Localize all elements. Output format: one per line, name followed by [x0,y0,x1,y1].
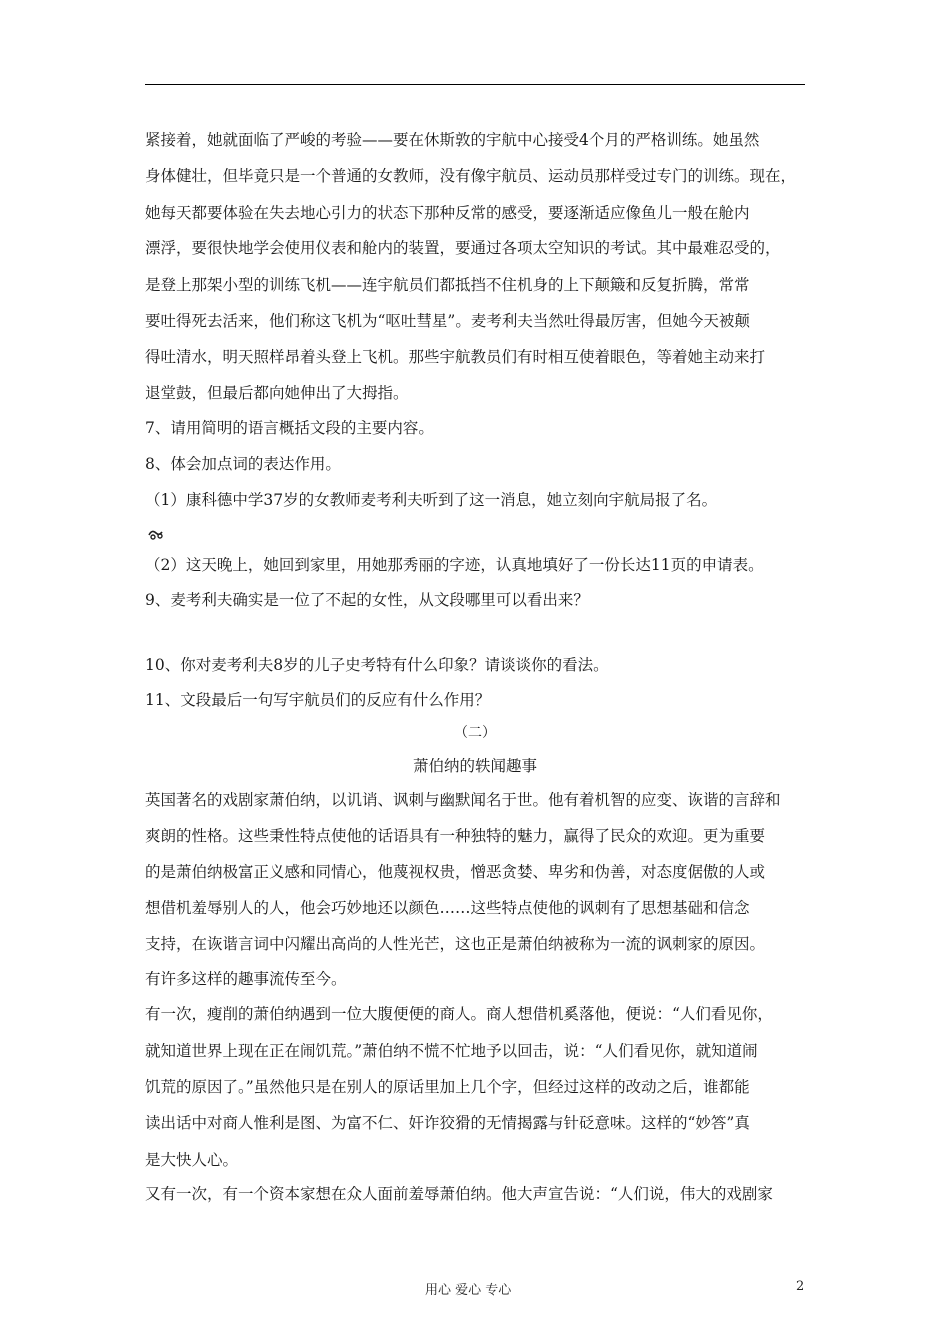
paragraph-line: 有一次，瘦削的萧伯纳遇到一位大腹便便的商人。商人想借机奚落他，便说：“人们看见你， [145,1005,773,1023]
paragraph-line: 她每天都要体验在失去地心引力的状态下那种反常的感受，要逐渐适应像鱼儿一般在舱内 [145,204,750,222]
header-rule [145,84,805,85]
paragraph-line: 是登上那架小型的训练飞机——连宇航员们都抵挡不住机身的上下颠簸和反复折腾，常常 [145,276,750,294]
paragraph-line: 英国著名的戏剧家萧伯纳，以讥诮、讽刺与幽默闻名于世。他有着机智的应变、诙谐的言辞和 [145,791,781,809]
question-8: 8、体会加点词的表达作用。 [145,455,341,473]
decorative-mark-icon [147,527,165,545]
paragraph-line: 得吐清水，明天照样昂着头登上飞机。那些宇航教员们有时相互使着眼色，等着她主动来打 [145,348,766,366]
paragraph-line: 紧接着，她就面临了严峻的考验——要在休斯敦的宇航中心接受4个月的严格训练。她虽然 [145,131,760,149]
question-8-item-2: （2）这天晚上，她回到家里，用她那秀丽的字迹，认真地填好了一份长达11页的申请表。 [145,556,764,574]
paragraph-line: 要吐得死去活来，他们称这飞机为“呕吐彗星”。麦考利夫当然吐得最厉害，但她今天被颠 [145,312,750,330]
footer-motto: 用心 爱心 专心 [425,1283,512,1298]
paragraph-line: 读出话中对商人惟利是图、为富不仁、奸诈狡猾的无情揭露与针砭意味。这样的“妙答”真 [145,1114,750,1132]
question-11: 11、文段最后一句写宇航员们的反应有什么作用？ [145,691,491,709]
paragraph-line: 支持，在诙谐言词中闪耀出高尚的人性光芒，这也正是萧伯纳被称为一流的讽刺家的原因。 [145,935,766,953]
paragraph-line: 有许多这样的趣事流传至今。 [145,970,347,988]
passage-title: 萧伯纳的轶闻趣事 [412,757,537,775]
paragraph-line: 又有一次，有一个资本家想在众人面前羞辱萧伯纳。他大声宣告说：“人们说，伟大的戏剧家 [145,1185,773,1203]
question-9: 9、麦考利夫确实是一位了不起的女性，从文段哪里可以看出来？ [145,591,589,609]
paragraph-line: 爽朗的性格。这些秉性特点使他的话语具有一种独特的魅力，赢得了民众的欢迎。更为重要 [145,827,766,845]
paragraph-line: 身体健壮，但毕竟只是一个普通的女教师，没有像宇航员、运动员那样受过专门的训练。现在， [145,167,797,185]
question-10: 10、你对麦考利夫8岁的儿子史考特有什么印象？请谈谈你的看法。 [145,656,609,674]
question-8-item-1: （1）康科德中学37岁的女教师麦考利夫听到了这一消息，她立刻向宇航局报了名。 [145,491,718,509]
question-7: 7、请用简明的语言概括文段的主要内容。 [145,419,434,437]
paragraph-line: 是大快人心。 [145,1151,239,1169]
paragraph-line: 就知道世界上现在正在闹饥荒。”萧伯纳不慌不忙地予以回击，说：“人们看见你，就知道闹 [145,1042,758,1060]
paragraph-line: 退堂鼓，但最后都向她伸出了大拇指。 [145,384,409,402]
paragraph-line: 饥荒的原因了。”虽然他只是在别人的原话里加上几个字，但经过这样的改动之后，谁都能 [145,1078,750,1096]
paragraph-line: 漂浮，要很快地学会使用仪表和舱内的装置，要通过各项太空知识的考试。其中最难忍受的， [145,239,781,257]
paragraph-line: 想借机羞辱别人的人，他会巧妙地还以颜色……这些特点使他的讽刺有了思想基础和信念 [145,899,750,917]
page-number: 2 [796,1279,805,1294]
section-label: （二） [454,725,496,741]
paragraph-line: 的是萧伯纳极富正义感和同情心，他蔑视权贵，憎恶贪婪、卑劣和伪善，对态度倨傲的人或 [145,863,766,881]
